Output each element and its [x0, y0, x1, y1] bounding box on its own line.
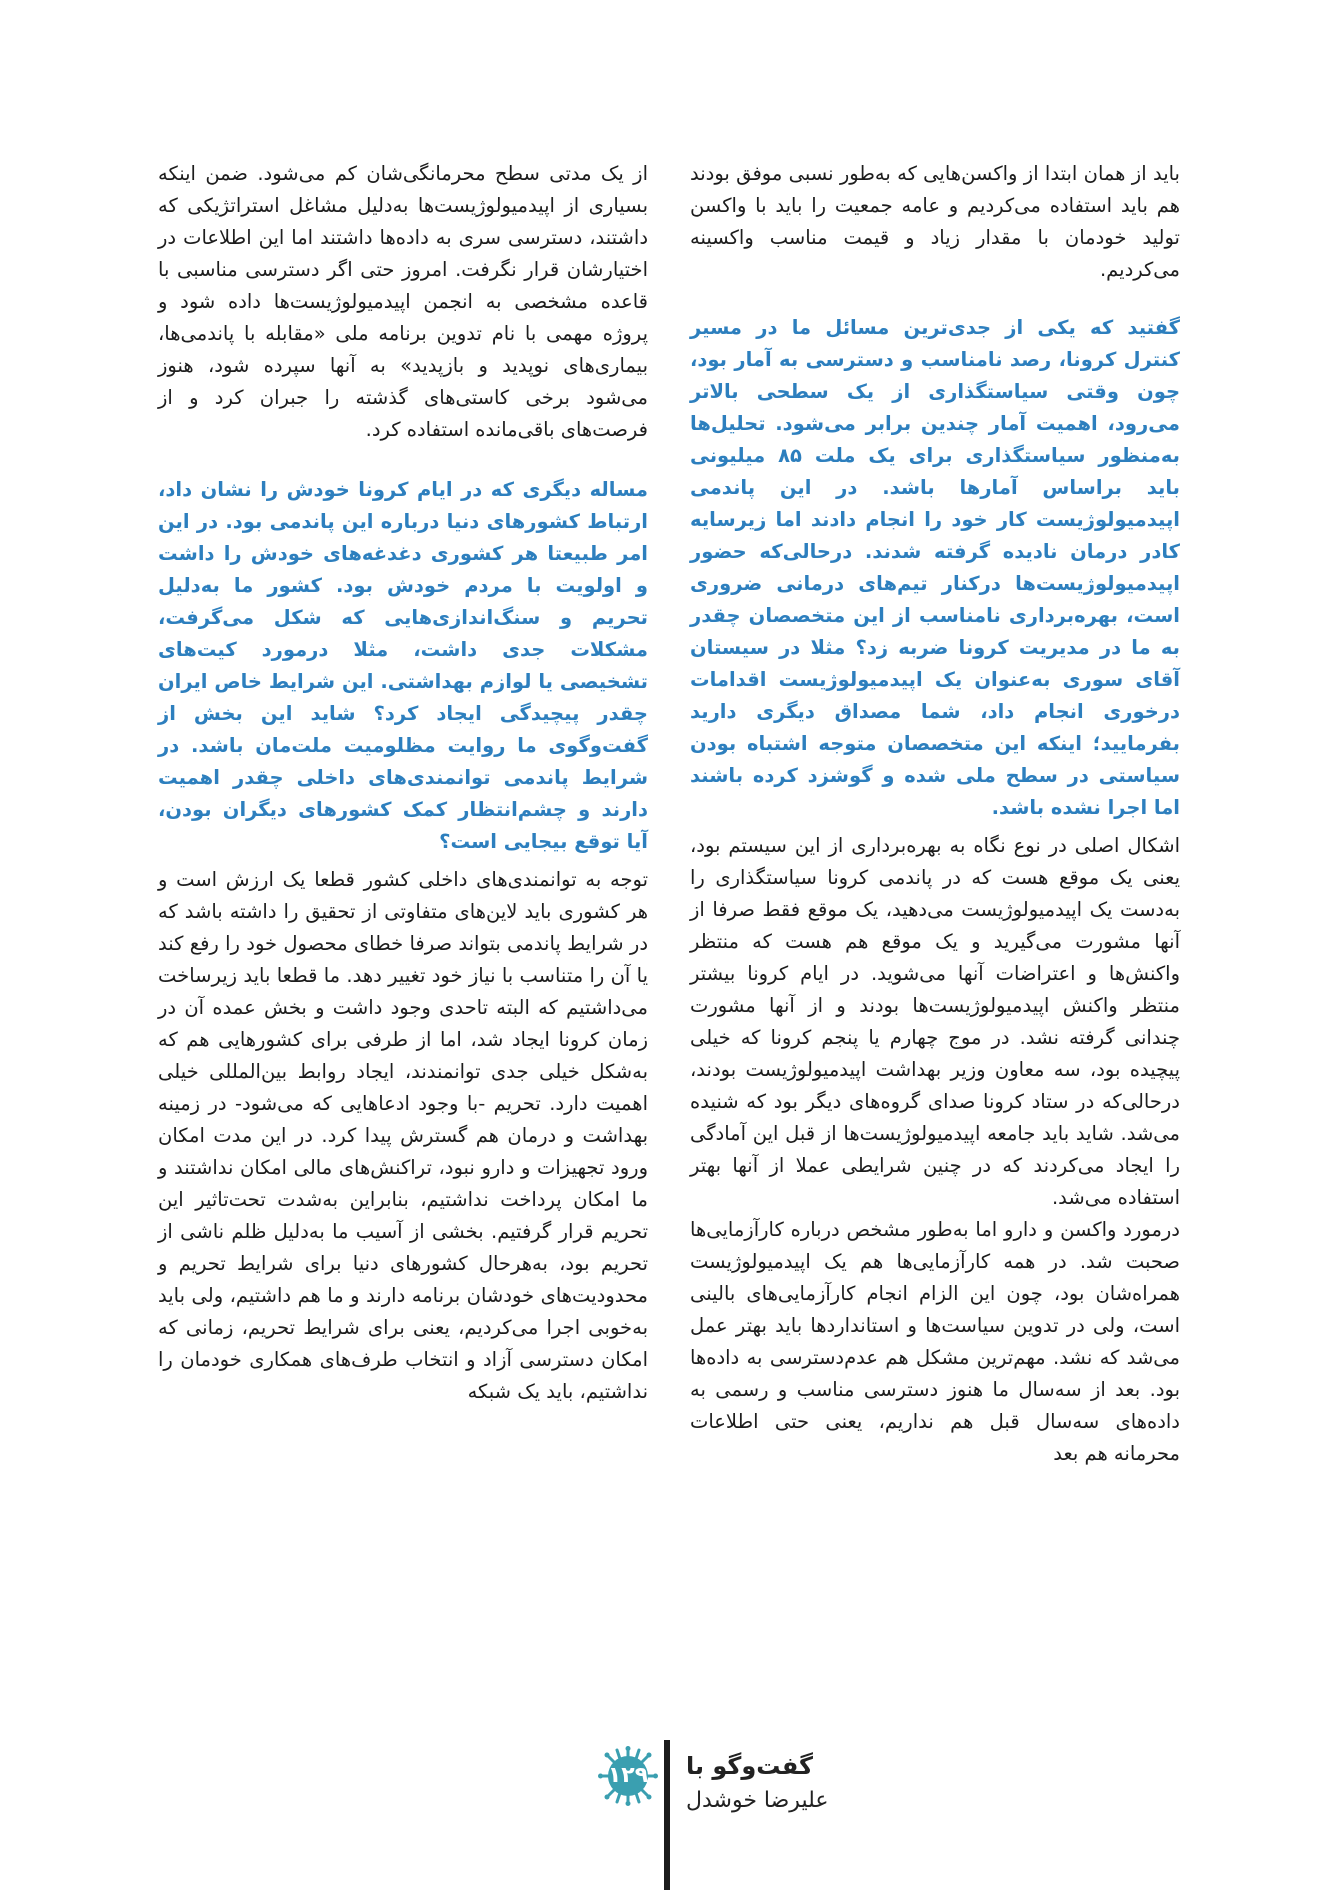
right-column	[690, 158, 1180, 1470]
left-column	[158, 158, 648, 1408]
footer-section-title: گفت‌وگو با	[686, 1752, 813, 1780]
paragraph: باید از همان ابتدا از واکسن‌هایی که به‌طور نسبی موفق بودند هم باید استفاده می‌کردیم و عامه جمعیت را باید با واکسن تولید خودمان با مقدار زیاد و قیمت مناسب واکسینه می‌کردیم.	[690, 162, 1180, 281]
paragraph: توجه به توانمندی‌های داخلی کشور قطعا یک ارزش است و هر کشوری باید لاین‌های متفاوتی از تحقیق را داشته باشد که در شرایط پاندمی بتواند صرفا خطای محصول خود را رفع کند یا آن را متناسب با نیاز خود تغییر دهد. ما قطعا باید زیرساخت می‌داشتیم که البته تاحدی وجود داشت و بخش عمده آن در زمان کرونا ایجاد شد، اما از طرفی برای کشورهایی هم که به‌شکل خیلی جدی توانمندند، ایجاد روابط بین‌المللی خیلی اهمیت دارد. تحریم -با وجود ادعاهایی که می‌شود- در زمینه بهداشت و درمان هم گسترش پیدا کرد. در این مدت امکان ورود تجهیزات و دارو نبود، تراکنش‌های مالی امکان نداشتند و ما امکان پرداخت نداشتیم، بنابراین به‌شدت تحت‌تاثیر این تحریم قرار گرفتیم. بخشی از آسیب ما به‌دلیل ظلم ناشی از تحریم بود، به‌هرحال کشورهای دنیا برای شرایط تحریم و محدودیت‌های خودشان برنامه دارند و ما هم داشتیم، ولی باید به‌خوبی اجرا می‌کردیم، یعنی برای شرایط تحریم، زمانی که امکان دسترسی آزاد و انتخاب طرف‌های همکاری خودمان را نداشتیم، باید یک شبکه	[158, 868, 648, 1403]
footer-divider	[664, 1740, 670, 1890]
interview-question: مساله دیگری که در ایام کرونا خودش را نشان داد، ارتباط کشورهای دنیا درباره این پاندمی بود. در این امر طبیعتا هر کشوری دغدغه‌های خودش را داشت و اولویت با مردم خودش بود. کشور ما به‌دلیل تحریم و سنگ‌اندازی‌هایی که شکل می‌گرفت، مشکلات جدی داشت، مثلا درمورد کیت‌های تشخیصی یا لوازم بهداشتی. این شرایط خاص ایران چقدر پیچیدگی ایجاد کرد؟ شاید این بخش از گفت‌وگوی ما روایت مظلومیت ملت‌مان باشد. در شرایط پاندمی توانمندی‌های داخلی چقدر اهمیت دارند و چشم‌انتظار کمک کشورهای دیگران بودن، آیا توقع بیجایی است؟	[158, 478, 648, 853]
paragraph: درمورد واکسن و دارو اما به‌طور مشخص درباره کارآزمایی‌ها صحبت شد. در همه کارآزمایی‌ها هم یک اپیدمیولوژیست همراه‌شان بود، چون این الزام انجام کارآزمایی‌های بالینی است، ولی در تدوین سیاست‌ها و استانداردها باید بهتر عمل می‌شد که نشد. مهم‌ترین مشکل هم عدم‌دسترسی به داده‌ها بود. بعد از سه‌سال ما هنوز دسترسی مناسب و رسمی به داده‌های سه‌سال قبل هم نداریم، یعنی حتی اطلاعات محرمانه هم بعد	[690, 1218, 1180, 1465]
page-number: ۱۲۹	[607, 1763, 649, 1788]
paragraph: اشکال اصلی در نوع نگاه به بهره‌برداری از این سیستم بود، یعنی یک موقع هست که در پاندمی کرونا سیاستگذاری را به‌دست یک اپیدمیولوژیست می‌دهید، یک موقع فقط صرفا از آنها مشورت می‌گیرید و یک موقع هم هست که منتظر واکنش‌ها و اعتراضات آنها می‌شوید. در ایام کرونا بیشتر منتظر واکنش اپیدمیولوژیست‌ها بودند و از آنها مشورت چندانی گرفته نشد. در موج چهارم یا پنجم کرونا که خیلی پیچیده بود، سه معاون وزیر بهداشت اپیدمیولوژیست بودند، درحالی‌که در ستاد کرونا صدای گروه‌های دیگر بود که شنیده می‌شد. شاید باید جامعه اپیدمیولوژیست‌ها از قبل این آمادگی را ایجاد می‌کردند که در چنین شرایطی عملا از آنها بهتر استفاده می‌شد.	[690, 834, 1180, 1209]
footer-interviewee-name: علیرضا خوشدل	[686, 1788, 829, 1813]
interview-question: گفتید که یکی از جدی‌ترین مسائل ما در مسیر کنترل کرونا، رصد نامناسب و دسترسی به آمار بود، چون وقتی سیاستگذاری از یک سطحی بالاتر می‌رود، اهمیت آمار چندین برابر می‌شود. تحلیل‌ها به‌منظور سیاستگذاری برای یک ملت ۸۵ میلیونی باید براساس آمارها باشد. در این پاندمی اپیدمیولوژیست کار خود را انجام دادند اما زیرسایه کادر درمان نادیده گرفته شدند. درحالی‌که حضور اپیدمیولوژیست‌ها درکنار تیم‌های درمانی ضروری است، بهره‌برداری نامناسب از این متخصصان چقدر به ما در مدیریت کرونا ضربه زد؟ مثلا در سیستان آقای سوری به‌عنوان یک اپیدمیولوژیست اقدامات درخوری انجام داد، شما مصداق دیگری دارید بفرمایید؛ اینکه این متخصصان متوجه اشتباه بودن سیاستی در سطح ملی شده و گوشزد کرده باشند اما اجرا نشده باشد.	[690, 316, 1180, 819]
paragraph: از یک مدتی سطح محرمانگی‌شان کم می‌شود. ضمن اینکه بسیاری از اپیدمیولوژیست‌ها به‌دلیل مشاغل استراتژیکی که داشتند، دسترسی سری به داده‌ها داشتند اما این اطلاعات در اختیارشان قرار نگرفت. امروز حتی اگر دسترسی مناسبی با قاعده مشخصی به انجمن اپیدمیولوژیست‌ها داده شود و پروژه مهمی با نام تدوین برنامه ملی «مقابله با پاندمی‌ها، بیماری‌های نوپدید و بازپدید» به آنها سپرده شود، هنوز می‌شود برخی کاستی‌های گذشته را جبران کرد و از فرصت‌های باقی‌مانده استفاده کرد.	[158, 162, 648, 441]
